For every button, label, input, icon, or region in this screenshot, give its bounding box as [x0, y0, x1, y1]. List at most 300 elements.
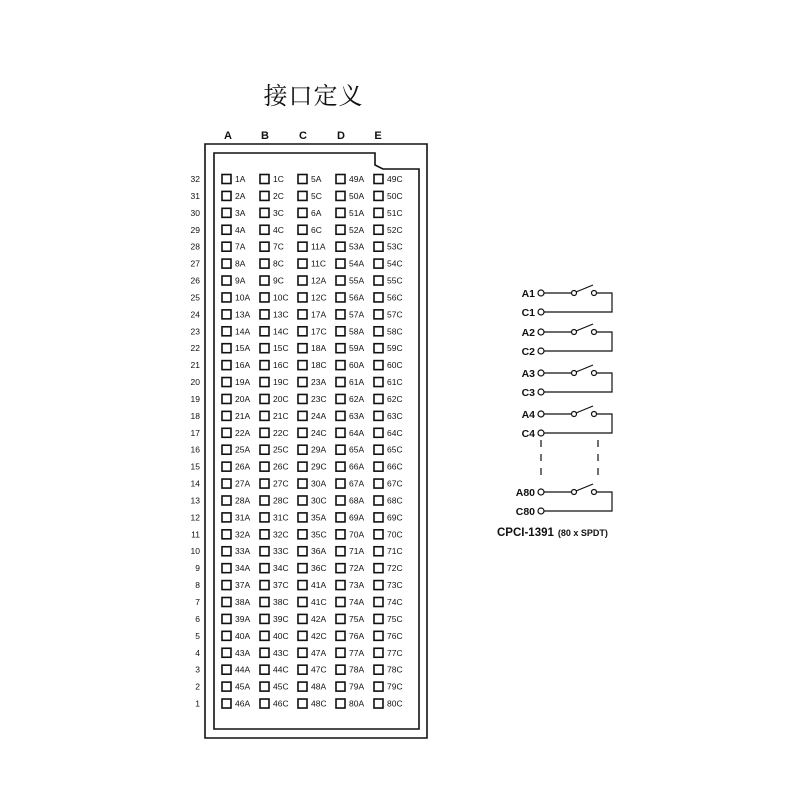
pin-square — [336, 259, 345, 268]
pin-41a — [298, 580, 326, 590]
pin-label: 39A — [235, 613, 251, 624]
caption-model: CPCI-1391 — [497, 527, 554, 539]
pin-18a — [298, 343, 326, 353]
pin-square — [298, 614, 307, 623]
pin-square — [298, 394, 307, 403]
pin-square — [222, 327, 231, 336]
pin-square — [298, 310, 307, 319]
pin-12c — [298, 292, 327, 302]
pin-label: 16A — [235, 360, 251, 371]
pin-3c — [260, 208, 284, 218]
pin-square — [336, 445, 345, 454]
pin-square — [260, 479, 269, 488]
pin-square — [260, 225, 269, 234]
pin-20c — [260, 394, 289, 404]
row-number: 24 — [190, 309, 200, 320]
switch-a-label: A1 — [521, 288, 535, 300]
pin-square — [298, 682, 307, 691]
row-number: 22 — [190, 343, 200, 354]
pin-36c — [298, 563, 327, 573]
pin-label: 80A — [349, 698, 365, 709]
pin-label: 18A — [311, 343, 327, 354]
pin-16c — [260, 360, 289, 370]
pin-label: 52C — [387, 224, 403, 235]
pin-61a — [336, 377, 364, 387]
pin-label: 23A — [311, 377, 327, 388]
pin-46a — [222, 699, 250, 709]
pin-label: 3C — [273, 207, 284, 218]
pin-75c — [374, 614, 403, 624]
pin-square — [336, 699, 345, 708]
pin-5c — [298, 191, 322, 201]
pin-36a — [298, 546, 326, 556]
pin-square — [260, 344, 269, 353]
pin-square — [336, 411, 345, 420]
pin-label: 20C — [273, 393, 289, 404]
pin-square — [374, 259, 383, 268]
pin-39a — [222, 614, 250, 624]
row-number: 30 — [190, 207, 200, 218]
switch-c-label: C4 — [521, 428, 535, 440]
pin-square — [260, 191, 269, 200]
pin-square — [222, 513, 231, 522]
pin-44a — [222, 665, 250, 675]
column-header-b: B — [261, 130, 269, 142]
pin-label: 74A — [349, 597, 365, 607]
pin-square — [222, 631, 231, 640]
pin-square — [336, 225, 345, 234]
switch-a-label: A4 — [521, 409, 535, 421]
pin-10c — [260, 292, 289, 302]
pin-label: 53A — [349, 241, 365, 252]
pin-label: 37A — [235, 580, 251, 591]
pin-label: 55A — [349, 275, 365, 286]
pin-4c — [260, 225, 284, 235]
pin-square — [374, 310, 383, 319]
pin-square — [374, 361, 383, 370]
pin-label: 15C — [273, 343, 289, 354]
pin-label: 77A — [349, 647, 365, 658]
pin-12a — [298, 276, 326, 286]
pin-label: 46A — [235, 698, 251, 709]
pin-55c — [374, 276, 403, 286]
pin-16a — [222, 360, 250, 370]
pin-label: 36A — [311, 546, 327, 557]
pin-square — [260, 682, 269, 691]
pin-19c — [260, 377, 289, 387]
pin-square — [374, 648, 383, 657]
pin-label: 47C — [311, 664, 327, 675]
pin-label: 61C — [387, 377, 403, 388]
pin-64a — [336, 428, 364, 438]
pin-70c — [374, 529, 403, 539]
pin-label: 11C — [311, 258, 326, 269]
pin-47c — [298, 665, 327, 675]
connector-inner-outline — [214, 153, 419, 729]
pin-square — [336, 361, 345, 370]
pin-label: 68C — [387, 495, 403, 506]
pin-6c — [298, 225, 322, 235]
row-number: 4 — [195, 647, 200, 658]
pin-square — [222, 496, 231, 505]
switch-c-label: C2 — [521, 346, 535, 358]
pin-48c — [298, 699, 327, 709]
pin-label: 12C — [311, 292, 327, 303]
pin-square — [222, 648, 231, 657]
pin-label: 60C — [387, 360, 403, 371]
pin-68a — [336, 495, 364, 505]
pin-label: 29C — [311, 461, 327, 472]
pin-70a — [336, 529, 364, 539]
pin-square — [222, 378, 231, 387]
pin-39c — [260, 614, 289, 624]
pin-label: 8C — [273, 258, 284, 269]
pin-label: 59A — [349, 343, 365, 354]
pin-square — [374, 530, 383, 539]
pin-label: 62C — [387, 393, 403, 404]
pin-square — [222, 598, 231, 607]
pin-label: 42A — [311, 613, 327, 624]
pin-label: 31C — [273, 512, 289, 523]
pin-label: 50A — [349, 190, 365, 201]
row-number: 11 — [191, 529, 200, 540]
pin-22c — [260, 428, 289, 438]
pin-square — [222, 225, 231, 234]
pin-13c — [260, 309, 289, 319]
pin-label: 25C — [273, 444, 289, 455]
pin-square — [374, 242, 383, 251]
pin-label: 70A — [349, 529, 365, 540]
pin-square — [260, 513, 269, 522]
pin-square — [336, 648, 345, 657]
pin-68c — [374, 495, 403, 505]
pin-37c — [260, 580, 289, 590]
pin-square — [222, 547, 231, 556]
pin-square — [222, 462, 231, 471]
column-header-a: A — [224, 130, 232, 142]
pin-77c — [374, 648, 403, 658]
pin-square — [222, 530, 231, 539]
pin-square — [222, 614, 231, 623]
pin-square — [260, 598, 269, 607]
row-number: 16 — [190, 444, 200, 455]
pin-label: 21A — [235, 410, 251, 421]
pin-2a — [222, 191, 246, 201]
pin-label: 7A — [235, 241, 246, 252]
pin-square — [336, 242, 345, 251]
pin-label: 26A — [235, 461, 251, 472]
pin-square — [298, 293, 307, 302]
pin-46c — [260, 699, 289, 709]
pin-square — [336, 665, 345, 674]
pin-label: 19A — [235, 377, 251, 388]
pin-square — [336, 530, 345, 539]
pin-label: 17A — [311, 309, 327, 320]
pin-square — [298, 445, 307, 454]
pin-28a — [222, 495, 250, 505]
pin-label: 5C — [311, 190, 322, 201]
pin-label: 56C — [387, 292, 403, 303]
pin-square — [298, 648, 307, 657]
pin-square — [298, 631, 307, 640]
pin-50a — [336, 191, 364, 201]
pin-label: 21C — [273, 410, 289, 421]
pin-square — [298, 513, 307, 522]
pin-label: 27A — [235, 478, 251, 489]
pin-square — [260, 665, 269, 674]
pin-square — [374, 564, 383, 573]
row-number: 5 — [195, 630, 200, 641]
pin-square — [374, 293, 383, 302]
pin-38a — [222, 597, 250, 607]
row-numbers — [191, 174, 201, 709]
pin-label: 66A — [349, 461, 365, 472]
pin-59c — [374, 343, 403, 353]
pin-label: 43A — [235, 647, 251, 658]
pin-square — [222, 175, 231, 184]
column-header-d: D — [337, 130, 345, 142]
pin-25a — [222, 445, 250, 455]
pin-label: 35A — [311, 512, 327, 523]
pin-square — [336, 496, 345, 505]
pin-square — [260, 648, 269, 657]
pin-35c — [298, 529, 327, 539]
pin-80a — [336, 699, 364, 709]
pin-55a — [336, 276, 364, 286]
pin-square — [260, 564, 269, 573]
pin-label: 17C — [311, 326, 327, 337]
pin-square — [374, 445, 383, 454]
pin-label: 2C — [273, 190, 284, 201]
row-number: 2 — [195, 681, 200, 692]
pin-square — [298, 479, 307, 488]
pin-square — [336, 479, 345, 488]
pin-label: 64A — [349, 427, 365, 438]
pin-74c — [374, 597, 403, 607]
row-number: 23 — [190, 326, 200, 337]
pin-50c — [374, 191, 403, 201]
pin-label: 54A — [349, 258, 365, 269]
switch-a-label: A80 — [515, 487, 535, 499]
pin-22a — [222, 428, 250, 438]
pin-square — [222, 310, 231, 319]
pin-54c — [374, 259, 403, 269]
pin-23a — [298, 377, 326, 387]
pin-label: 22C — [273, 427, 289, 438]
pin-label: 55C — [387, 275, 403, 286]
pin-label: 48C — [311, 698, 327, 709]
pin-label: 45C — [273, 681, 289, 692]
pin-label: 27C — [273, 478, 289, 489]
pin-8a — [222, 259, 246, 269]
row-number: 21 — [190, 360, 200, 371]
pin-label: 49A — [349, 174, 365, 184]
pin-37a — [222, 580, 250, 590]
pin-square — [336, 547, 345, 556]
pin-label: 65A — [349, 444, 365, 455]
pin-label: 12A — [311, 275, 327, 286]
pin-square — [336, 598, 345, 607]
pin-square — [374, 547, 383, 556]
switch-a2 — [522, 324, 612, 358]
pin-square — [222, 344, 231, 353]
pin-square — [298, 462, 307, 471]
pin-label: 69C — [387, 512, 403, 523]
pin-label: 13C — [273, 309, 289, 320]
pin-41c — [298, 597, 327, 607]
row-number: 15 — [190, 461, 200, 472]
pin-79a — [336, 682, 364, 692]
pin-52a — [336, 225, 364, 235]
pin-80c — [374, 699, 403, 709]
caption-spec: (80 x SPDT) — [557, 528, 608, 538]
pin-label: 40C — [273, 630, 289, 641]
pin-79c — [374, 682, 403, 692]
pin-label: 73C — [387, 580, 403, 591]
pin-square — [222, 208, 231, 217]
pin-17c — [298, 326, 327, 336]
pin-label: 24C — [311, 427, 327, 438]
pin-29a — [298, 445, 326, 455]
pin-label: 20A — [235, 393, 251, 404]
pin-square — [336, 191, 345, 200]
row-number: 17 — [190, 427, 200, 438]
pin-label: 8A — [235, 258, 246, 269]
pin-60a — [336, 360, 364, 370]
pin-label: 1A — [235, 174, 246, 184]
pin-label: 26C — [273, 461, 289, 472]
pin-label: 4A — [235, 224, 246, 235]
pin-9c — [260, 276, 284, 286]
pin-label: 67C — [387, 478, 403, 489]
pin-18c — [298, 360, 327, 370]
pin-label: 42C — [311, 630, 327, 641]
row-number: 14 — [190, 478, 200, 489]
page-title: 接口定义 — [263, 82, 364, 110]
row-number: 19 — [190, 393, 200, 404]
pin-square — [374, 394, 383, 403]
pin-square — [222, 428, 231, 437]
pin-label: 76C — [387, 630, 403, 641]
pin-square — [374, 614, 383, 623]
pin-square — [260, 276, 269, 285]
pin-square — [222, 361, 231, 370]
pin-label: 78C — [387, 664, 403, 675]
row-number: 25 — [190, 292, 200, 303]
pin-14a — [222, 326, 250, 336]
pin-48a — [298, 682, 326, 692]
pin-square — [336, 293, 345, 302]
pin-square — [260, 411, 269, 420]
pin-label: 19C — [273, 377, 289, 388]
pin-square — [336, 327, 345, 336]
pin-label: 10A — [235, 292, 251, 303]
pin-square — [222, 682, 231, 691]
pin-square — [260, 293, 269, 302]
pin-72c — [374, 563, 403, 573]
pin-label: 15A — [235, 343, 251, 354]
pin-label: 28A — [235, 495, 251, 506]
pin-label: 9C — [273, 275, 284, 286]
pin-label: 76A — [349, 630, 365, 641]
pin-72a — [336, 563, 364, 573]
switch-a-label: A2 — [521, 327, 535, 339]
pin-31a — [222, 512, 250, 522]
pin-label: 58C — [387, 326, 403, 337]
pin-40c — [260, 631, 289, 641]
pin-grid — [222, 174, 403, 709]
pin-66c — [374, 462, 403, 472]
pin-square — [298, 547, 307, 556]
pin-5a — [298, 174, 322, 184]
pin-25c — [260, 445, 289, 455]
pin-label: 63A — [349, 410, 365, 421]
pin-label: 35C — [311, 529, 327, 540]
pin-square — [298, 344, 307, 353]
pin-28c — [260, 495, 289, 505]
pin-label: 34C — [273, 563, 289, 574]
pin-6a — [298, 208, 322, 218]
pin-label: 22A — [235, 427, 251, 438]
switch-schematic — [516, 285, 612, 518]
pin-label: 48A — [311, 681, 327, 692]
pin-square — [298, 225, 307, 234]
pin-square — [222, 276, 231, 285]
pin-label: 54C — [387, 258, 403, 269]
pin-label: 80C — [387, 698, 403, 709]
row-number: 3 — [195, 664, 200, 675]
pin-58a — [336, 326, 364, 336]
pin-label: 41A — [311, 580, 327, 591]
column-header-c: C — [299, 130, 307, 142]
pin-label: 30C — [311, 495, 327, 506]
pin-32c — [260, 529, 289, 539]
pin-10a — [222, 292, 250, 302]
pin-label: 79A — [349, 681, 365, 692]
pin-square — [260, 428, 269, 437]
pin-square — [260, 547, 269, 556]
pin-label: 24A — [311, 410, 327, 421]
row-number: 6 — [195, 613, 200, 624]
pin-label: 65C — [387, 444, 403, 455]
pin-2c — [260, 191, 284, 201]
pin-label: 57A — [349, 309, 365, 320]
pin-label: 33A — [235, 546, 251, 557]
pin-square — [298, 428, 307, 437]
pin-67a — [336, 479, 364, 489]
pin-label: 61A — [349, 377, 365, 388]
pin-label: 2A — [235, 190, 246, 201]
pin-square — [260, 394, 269, 403]
pin-label: 6C — [311, 224, 322, 235]
pin-label: 30A — [311, 478, 327, 489]
switch-a3 — [522, 365, 612, 399]
pin-73c — [374, 580, 403, 590]
pin-label: 9A — [235, 275, 246, 286]
pin-square — [260, 310, 269, 319]
pin-square — [260, 259, 269, 268]
pin-60c — [374, 360, 403, 370]
pin-square — [374, 175, 383, 184]
pin-square — [336, 428, 345, 437]
pin-label: 75A — [349, 613, 365, 624]
pin-square — [374, 496, 383, 505]
pin-label: 53C — [387, 241, 403, 252]
pin-square — [374, 411, 383, 420]
pin-square — [374, 191, 383, 200]
pin-label: 43C — [273, 647, 289, 658]
pin-27c — [260, 479, 289, 489]
